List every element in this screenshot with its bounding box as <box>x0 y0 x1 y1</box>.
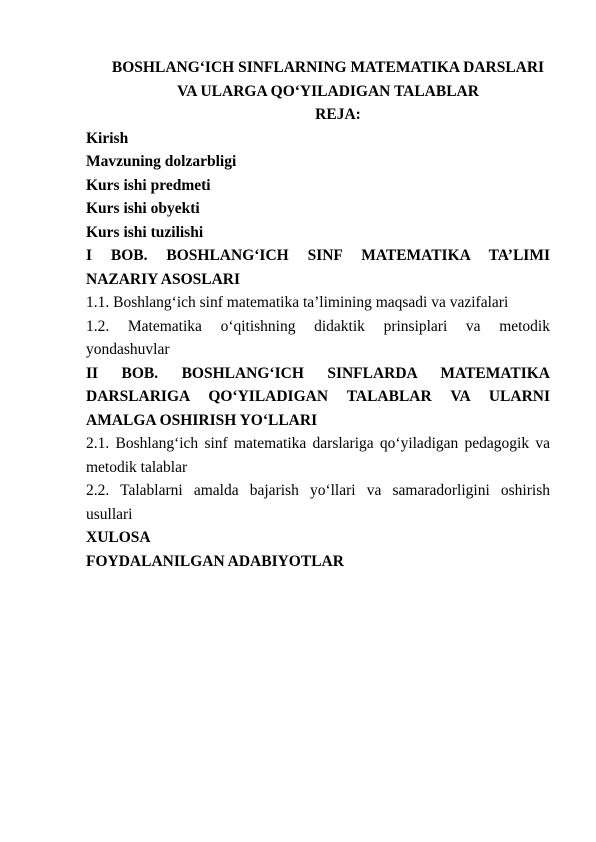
chapter-2-heading <box>86 362 550 433</box>
chapter-1-heading-line-1: I BOB. BOSHLANG‘ICH SINF MATEMATIKA TA’LIMI <box>86 247 550 264</box>
plan-item-dolzarblik: Mavzuning dolzarbligi <box>86 153 237 170</box>
chapter-1-heading <box>86 244 550 291</box>
section-1-1: 1.1. Boshlang‘ich sinf matematika ta’limining maqsadi va vazifalari <box>86 294 509 311</box>
document-title-line-2: VA ULARGA QO‘YILADIGAN TALABLAR <box>177 82 479 100</box>
section-1-2 <box>86 315 550 362</box>
chapter-1-heading-line-2: NAZARIY ASOSLARI <box>86 270 241 288</box>
chapter-2-heading-line-3: AMALGA OSHIRISH YO‘LLARI <box>86 411 318 429</box>
chapter-2-heading-line-1: II BOB. BOSHLANG‘ICH SINFLARDA MATEMATIKA <box>86 364 550 382</box>
document-title-line-1: BOSHLANG‘ICH SINFLARNING MATEMATIKA DARSLARI <box>111 59 545 76</box>
section-1-2-line-1: 1.2. Matematika o‘qitishning didaktik prinsiplari va metodik <box>86 317 550 335</box>
plan-item-obyekt: Kurs ishi obyekti <box>86 200 200 217</box>
plan-item-tuzilish: Kurs ishi tuzilishi <box>86 223 204 241</box>
section-2-1-line-2: metodik talablar <box>86 458 188 476</box>
plan-item-adabiyotlar: FOYDALANILGAN ADABIYOTLAR <box>86 552 344 570</box>
plan-item-kirish: Kirish <box>86 129 129 147</box>
section-1-2-line-2: yondashuvlar <box>86 341 170 358</box>
plan-item-predmet: Kurs ishi predmeti <box>86 176 211 194</box>
section-2-2 <box>86 479 550 526</box>
section-2-2-line-2: usullari <box>86 505 133 523</box>
section-2-1 <box>86 432 550 479</box>
document-page <box>86 56 550 573</box>
chapter-2-heading-line-2: DARSLARIGA QO‘YILADIGAN TALABLAR VA ULARNI <box>86 388 550 405</box>
plan-heading: REJA: <box>315 106 361 123</box>
section-2-2-line-1: 2.2. Talablarni amalda bajarish yo‘llari va samaradorligini oshirish <box>86 482 550 499</box>
section-2-1-line-1: 2.1. Boshlang‘ich sinf matematika darslariga qo‘yiladigan pedagogik va <box>86 435 550 452</box>
plan-item-xulosa: XULOSA <box>86 529 151 546</box>
